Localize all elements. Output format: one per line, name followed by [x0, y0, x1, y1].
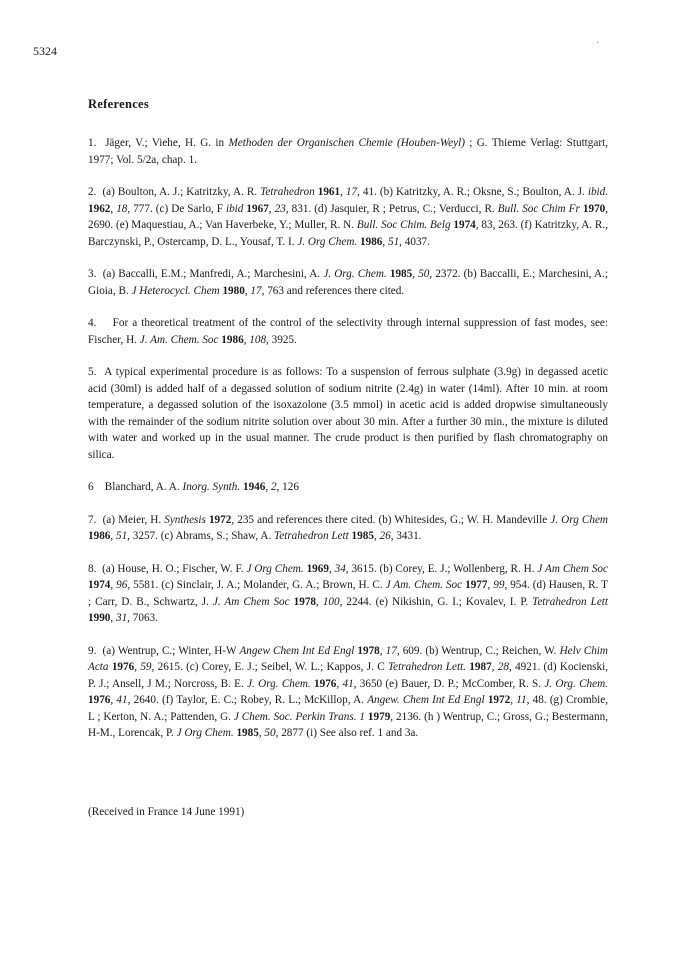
reference-bold-text: 1976 — [314, 677, 337, 690]
reference-text: , — [243, 333, 250, 346]
reference-bold-text: 1985 — [351, 530, 374, 542]
reference-italic-text: J. Org. Chem. — [247, 677, 311, 690]
reference-number: 1. — [88, 137, 97, 149]
reference-item — [88, 266, 608, 299]
reference-text: , 3431. — [390, 530, 422, 542]
reference-italic-text: Tetrahedron Lett — [274, 530, 349, 542]
reference-text: Jäger, V.; Viehe, H. G. in — [105, 137, 229, 149]
reference-italic-text: 96 — [116, 579, 128, 591]
reference-item — [88, 643, 608, 742]
reference-text: (a) Wentrup, C.; Winter, H-W — [102, 644, 240, 657]
reference-italic-text: 26 — [379, 530, 391, 542]
reference-italic-text: 41 — [116, 694, 128, 706]
reference-text: (a) Baccalli, E.M.; Manfredi, A.; Marchesini, A. — [102, 268, 324, 280]
reference-italic-text: J. Org Chem — [550, 513, 608, 526]
reference-italic-text: 23 — [274, 202, 286, 215]
reference-italic-text: 41 — [342, 677, 354, 690]
reference-italic-text: 17 — [385, 644, 397, 657]
reference-item — [88, 315, 608, 348]
reference-bold-text: 1978 — [357, 644, 380, 657]
reference-italic-text: 100 — [322, 595, 340, 608]
reference-text: , 2877 (i) See also ref. 1 and 3a. — [275, 727, 419, 739]
reference-bold-text: 1985 — [389, 268, 413, 280]
reference-text: , — [412, 268, 419, 280]
reference-bold-text: 1976 — [111, 661, 135, 673]
reference-bold-text: 1972 — [208, 513, 232, 526]
reference-italic-text: ibid — [225, 202, 244, 215]
reference-text: , — [491, 661, 498, 673]
reference-text: , — [340, 186, 346, 198]
reference-italic-text: Bull. Soc Chim. Belg — [356, 219, 451, 231]
reference-italic-text: J. Org Chem. — [297, 235, 358, 248]
reference-text: , 831. (d) Jasquier, R ; Petrus, C.; Verducci, R. — [285, 202, 498, 215]
reference-italic-text: 34 — [334, 562, 346, 575]
reference-italic-text: J. Org. Chem. — [323, 268, 387, 280]
reference-bold-text: 1985 — [236, 727, 259, 739]
reference-bold-text: 1987 — [469, 661, 492, 673]
reference-text: , 2244. (e) Nikishin, G. I.; Kovalev, I. P. — [339, 595, 533, 608]
reference-text: , 235 and references there cited. (b) Whitesides, G.; W. H. Mandeville — [231, 513, 551, 526]
reference-text: , — [110, 694, 117, 706]
reference-italic-text: Tetrahedron — [260, 186, 315, 198]
reference-text: , 3615. (b) Corey, E. J.; Wollenberg, R. H. — [345, 562, 538, 575]
reference-italic-text: J Am Chem Soc — [537, 562, 608, 575]
reference-item — [88, 135, 608, 168]
reference-bold-text: 1974 — [88, 579, 111, 591]
reference-text: , 2640. (f) Taylor, E. C.; Robey, R. L.; McKillop, A. — [127, 694, 368, 706]
reference-text: , — [258, 727, 265, 739]
reference-italic-text: J. Org. Chem. — [544, 677, 608, 690]
reference-bold-text: 1946 — [242, 481, 266, 493]
reference-number: 4. — [88, 317, 97, 329]
reference-text: , 7063. — [127, 612, 158, 624]
reference-item — [88, 479, 608, 496]
reference-number: 6 — [88, 481, 94, 493]
reference-italic-text: Tetrahedron Lett. — [387, 661, 466, 673]
reference-text: (a) Meier, H. — [102, 513, 165, 526]
reference-bold-text: 1986 — [88, 530, 111, 542]
reference-italic-text: Angew Chem Int Ed Engl — [239, 644, 355, 657]
reference-number: 8. — [88, 562, 97, 575]
reference-italic-text: J Heterocycl. Chem — [131, 284, 220, 297]
reference-text: , 2615. (c) Corey, E. J.; Seibel, W. L.; Kappos, J. C — [151, 661, 388, 673]
reference-text: (a) House, H. O.; Fischer, W. F. — [102, 562, 247, 575]
references-heading: References — [88, 97, 150, 111]
reference-number: 5. — [88, 366, 97, 378]
references-list — [88, 135, 608, 742]
reference-italic-text: 11 — [516, 694, 527, 706]
reference-bold-text: 1978 — [293, 595, 316, 608]
reference-italic-text: Helv Chim Acta — [88, 644, 608, 673]
reference-text: , — [110, 579, 117, 591]
reference-italic-text: Synthesis — [164, 513, 206, 526]
reference-italic-text: 18 — [116, 202, 128, 215]
reference-text: , 3650 (e) Bauer, D. P.; McComber, R. S. — [353, 677, 545, 690]
reference-italic-text: Tetrahedron Lett — [532, 595, 609, 608]
reference-item — [88, 561, 608, 627]
reference-bold-text: 1980 — [222, 284, 245, 297]
reference-text: , 3925. — [266, 333, 297, 346]
reference-text: , 48. (g) Crombie, L ; Kerton, N. A.; Pattenden, G. — [88, 694, 609, 723]
reference-italic-text: 17 — [250, 284, 262, 297]
reference-text: , 4921. (d) Kocienski, P. J.; Ansell, J M.; Norcross, B. E. — [88, 661, 609, 690]
reference-italic-text: 50 — [264, 727, 276, 739]
reference-italic-text: 59 — [140, 661, 152, 673]
reference-italic-text: ibid. — [587, 186, 609, 198]
reference-bold-text: 1967 — [246, 202, 269, 215]
reference-bold-text: 1977 — [465, 579, 488, 591]
reference-text: , — [510, 694, 517, 706]
reference-bold-text: 1970 — [582, 202, 606, 215]
reference-number: 7. — [88, 513, 97, 526]
reference-text: , 2372. (b) Baccalli, E.; Marchesini, A.; Gioia, B. — [88, 268, 608, 297]
reference-italic-text: J. Am. Chem. Soc — [139, 333, 219, 346]
reference-italic-text: 31 — [115, 612, 128, 624]
reference-text: , 777. (c) De Sarlo, F — [127, 202, 226, 215]
reference-text: , 2136. (h ) Wentrup, C.; Gross, G.; Bestermann, H-M., Lorencak, P. — [88, 710, 608, 739]
reference-italic-text: Bull. Soc Chim Fr — [497, 202, 580, 215]
reference-text: , — [373, 530, 380, 542]
reference-italic-text: J Org Chem. — [176, 727, 234, 739]
reference-bold-text: 1974 — [453, 219, 476, 231]
reference-italic-text: J Chem. Soc. Perkin Trans. 1 — [233, 710, 365, 723]
reference-italic-text: 2 — [270, 481, 277, 493]
reference-bold-text: 1961 — [317, 186, 341, 198]
reference-italic-text: J Am. Chem. Soc — [385, 579, 463, 591]
reference-text: , 83, 263. (f) Katritzky, A. R., Barczynski, P., Ostercamp, D. L., Yousaf, T. I. — [88, 219, 608, 248]
reference-text: , 609. (b) Wentrup, C.; Reichen, W. — [396, 644, 560, 657]
reference-italic-text: 108 — [249, 333, 267, 346]
reference-text: , 126 — [276, 481, 299, 493]
reference-italic-text: 17 — [345, 186, 358, 198]
reference-italic-text: J. Am Chem Soc — [212, 595, 290, 608]
reference-italic-text: 51 — [387, 235, 400, 248]
reference-text: For a theoretical treatment of the control of the selectivity through internal suppression of fast modes, see: Fischer, H. — [88, 317, 608, 346]
reference-bold-text: 1969 — [306, 562, 329, 575]
reference-text: , — [110, 612, 116, 624]
reference-italic-text: Inorg. Synth. — [182, 481, 241, 493]
reference-text: , — [379, 644, 386, 657]
reference-text: , — [328, 562, 335, 575]
reference-text: , — [134, 661, 141, 673]
reference-italic-text: J Org Chem. — [246, 562, 304, 575]
reference-text: , 3257. (c) Abrams, S.; Shaw, A. — [127, 530, 275, 542]
reference-italic-text: 51 — [115, 530, 128, 542]
reference-text: , 2690. (e) Maquestiau, A.; Van Haverbeke, Y.; Muller, R. N. — [88, 202, 609, 231]
reference-number: 9. — [88, 644, 97, 657]
reference-text: (a) Boulton, A. J.; Katritzky, A. R. — [102, 186, 261, 198]
reference-italic-text: 28 — [497, 661, 509, 673]
reference-bold-text: 1972 — [487, 694, 511, 706]
reference-text: , — [316, 595, 323, 608]
reference-text: , 763 and references there cited. — [261, 284, 405, 297]
reference-text: , 954. (d) Hausen, R. T ; Carr, D. B., Schwartz, J. — [88, 579, 608, 608]
reference-bold-text: 1986 — [221, 333, 244, 346]
reference-text: , — [265, 481, 271, 493]
reference-text: , — [110, 202, 117, 215]
reference-text: , — [382, 235, 388, 248]
reference-text: , — [336, 677, 343, 690]
reference-bold-text: 1962 — [88, 202, 111, 215]
reference-text: Blanchard, A. A. — [104, 481, 183, 493]
reference-italic-text: Methoden der Organischen Chemie (Houben-Weyl) — [228, 137, 465, 149]
reference-bold-text: 1976 — [88, 694, 111, 706]
reference-italic-text: 99 — [493, 579, 505, 591]
reference-italic-text: 50 — [418, 268, 430, 280]
reference-italic-text: Angew. Chem Int Ed Engl — [367, 694, 485, 706]
corner-mark: · — [596, 38, 600, 49]
reference-text: , 5581. (c) Sinclair, J. A.; Molander, G. A.; Brown, H. C. — [127, 579, 386, 591]
reference-bold-text: 1979 — [367, 710, 391, 723]
reference-text: , — [268, 202, 275, 215]
received-note: (Received in France 14 June 1991) — [88, 806, 245, 818]
reference-item — [88, 184, 608, 250]
reference-bold-text: 1986 — [360, 235, 383, 248]
reference-text: , — [487, 579, 494, 591]
reference-item — [88, 364, 608, 463]
reference-text: ; G. Thieme Verlag: Stuttgart, 1977; Vol. 5/2a, chap. 1. — [88, 137, 608, 166]
reference-text: , — [244, 284, 251, 297]
reference-number: 2. — [88, 186, 97, 198]
reference-text: , 41. (b) Katritzky, A. R.; Oksne, S.; Boulton, A. J. — [357, 186, 588, 198]
reference-text: , 4037. — [399, 235, 430, 248]
reference-item — [88, 512, 608, 545]
reference-number: 3. — [88, 268, 97, 280]
page-number: 5324 — [33, 44, 57, 58]
reference-text: , — [110, 530, 116, 542]
reference-bold-text: 1990 — [88, 612, 111, 624]
reference-text: A typical experimental procedure is as follows: To a suspension of ferrous sulphate (3.9g) in degassed acetic acid (30ml) is added half of a degassed solution of sodium nitrite (2.4g) in water (14ml). After 10 min. at room temperature, a degassed solution of the isoxazolone (3.5 mmol) in acetic acid is added dropwise simultaneously with the remainder of the sodium nitrite solution over about 30 min. After a further 30 min., the mixture is diluted with water and worked up in the usual manner. The crude product is then purified by flash chromatography on silica. — [88, 366, 609, 461]
